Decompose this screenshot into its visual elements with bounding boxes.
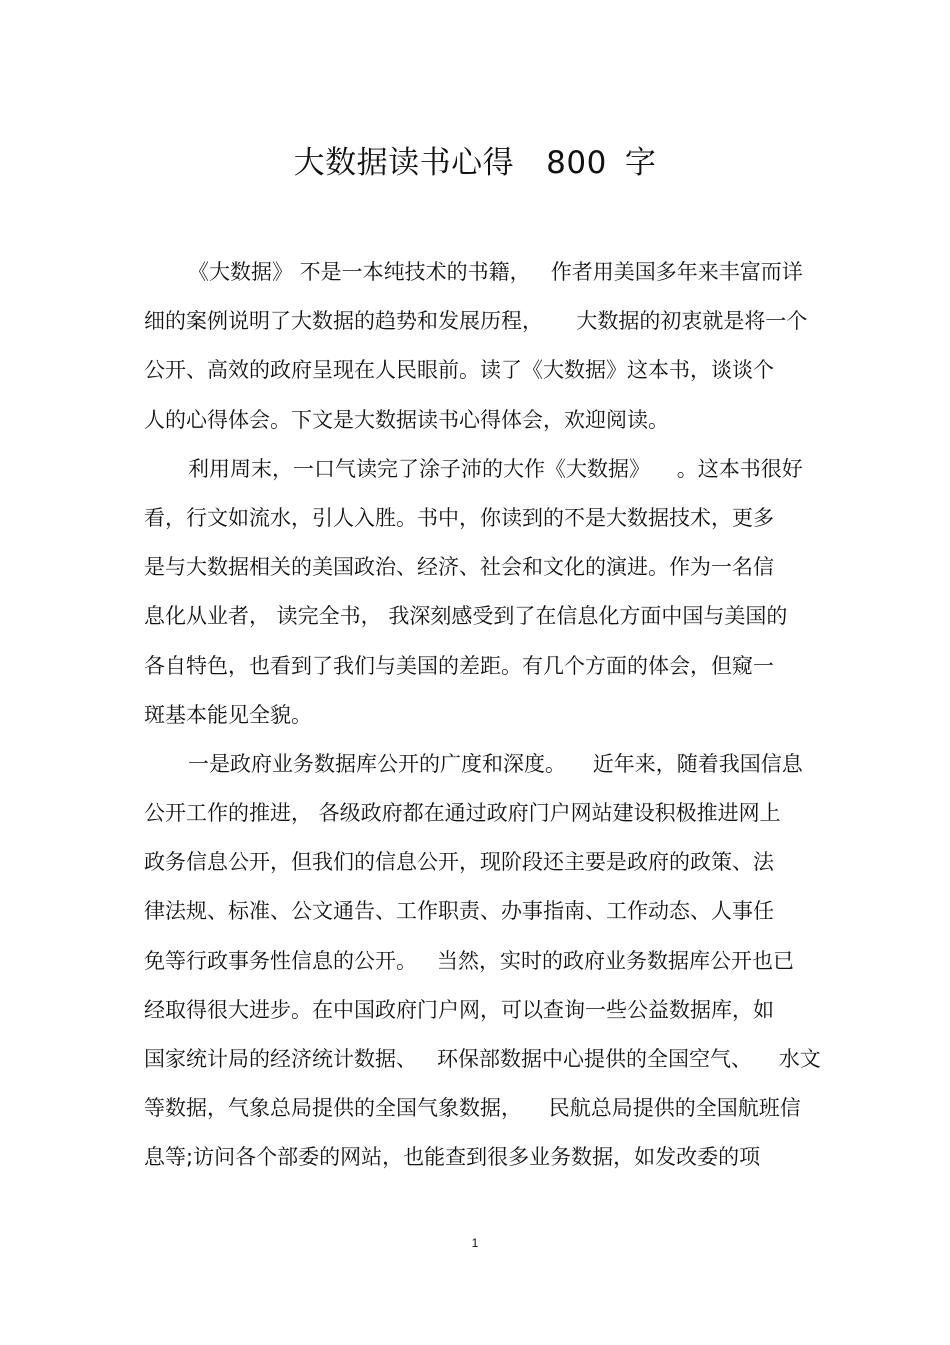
text-line: 利用周末，一口气读完了涂子沛的大作《大数据》 。这本书很好 (188, 456, 803, 481)
page-title (0, 140, 950, 186)
text-line: 律法规、标准、公文通告、工作职责、办事指南、工作动态、人事任 (144, 899, 774, 924)
text-line: 人的心得体会。下文是大数据读书心得体会，欢迎阅读。 (144, 407, 669, 432)
page-number: 1 (471, 1236, 479, 1250)
text-line: 斑基本能见全貌。 (144, 702, 312, 727)
text-line: 公开、高效的政府呈现在人民眼前。读了《大数据》这本书，谈谈个 (144, 358, 774, 383)
title-tail: 字 (624, 145, 657, 181)
text-line: 看，行文如流水，引人入胜。书中，你读到的不是大数据技术，更多 (144, 505, 774, 530)
text-line: 各自特色，也看到了我们与美国的差距。有几个方面的体会，但窥一 (144, 653, 774, 678)
text-line: 免等行政事务性信息的公开。 当然，实时的政府业务数据库公开也已 (144, 948, 795, 973)
text-line: 政务信息公开，但我们的信息公开，现阶段还主要是政府的政策、法 (144, 850, 774, 875)
title-number: 800 (546, 145, 607, 181)
text-line: 《大数据》 不是一本纯技术的书籍， 作者用美国多年来丰富而详 (188, 260, 803, 284)
document-body (144, 248, 824, 1183)
text-line: 经取得很大进步。在中国政府门户网，可以查询一些公益数据库，如 (144, 997, 774, 1022)
text-line: 公开工作的推进， 各级政府都在通过政府门户网站建设积极推进网上 (144, 801, 781, 826)
title-main: 大数据读书心得 (293, 145, 515, 181)
text-line: 息等;访问各个部委的网站，也能查到很多业务数据，如发改委的项 (144, 1145, 761, 1170)
text-line: 是与大数据相关的美国政治、经济、社会和文化的演进。作为一名信 (144, 555, 774, 580)
text-line: 息化从业者， 读完全书， 我深刻感受到了在信息化方面中国与美国的 (144, 604, 788, 629)
text-line: 国家统计局的经济统计数据、 环保部数据中心提供的全国空气、 水文 (144, 1047, 821, 1071)
text-line: 细的案例说明了大数据的趋势和发展历程， 大数据的初衷就是将一个 (144, 309, 808, 334)
text-line: 等数据，气象总局提供的全国气象数据， 民航总局提供的全国航班信 (144, 1096, 801, 1121)
text-line: 一是政府业务数据库公开的广度和深度。 近年来，随着我国信息 (188, 751, 803, 776)
